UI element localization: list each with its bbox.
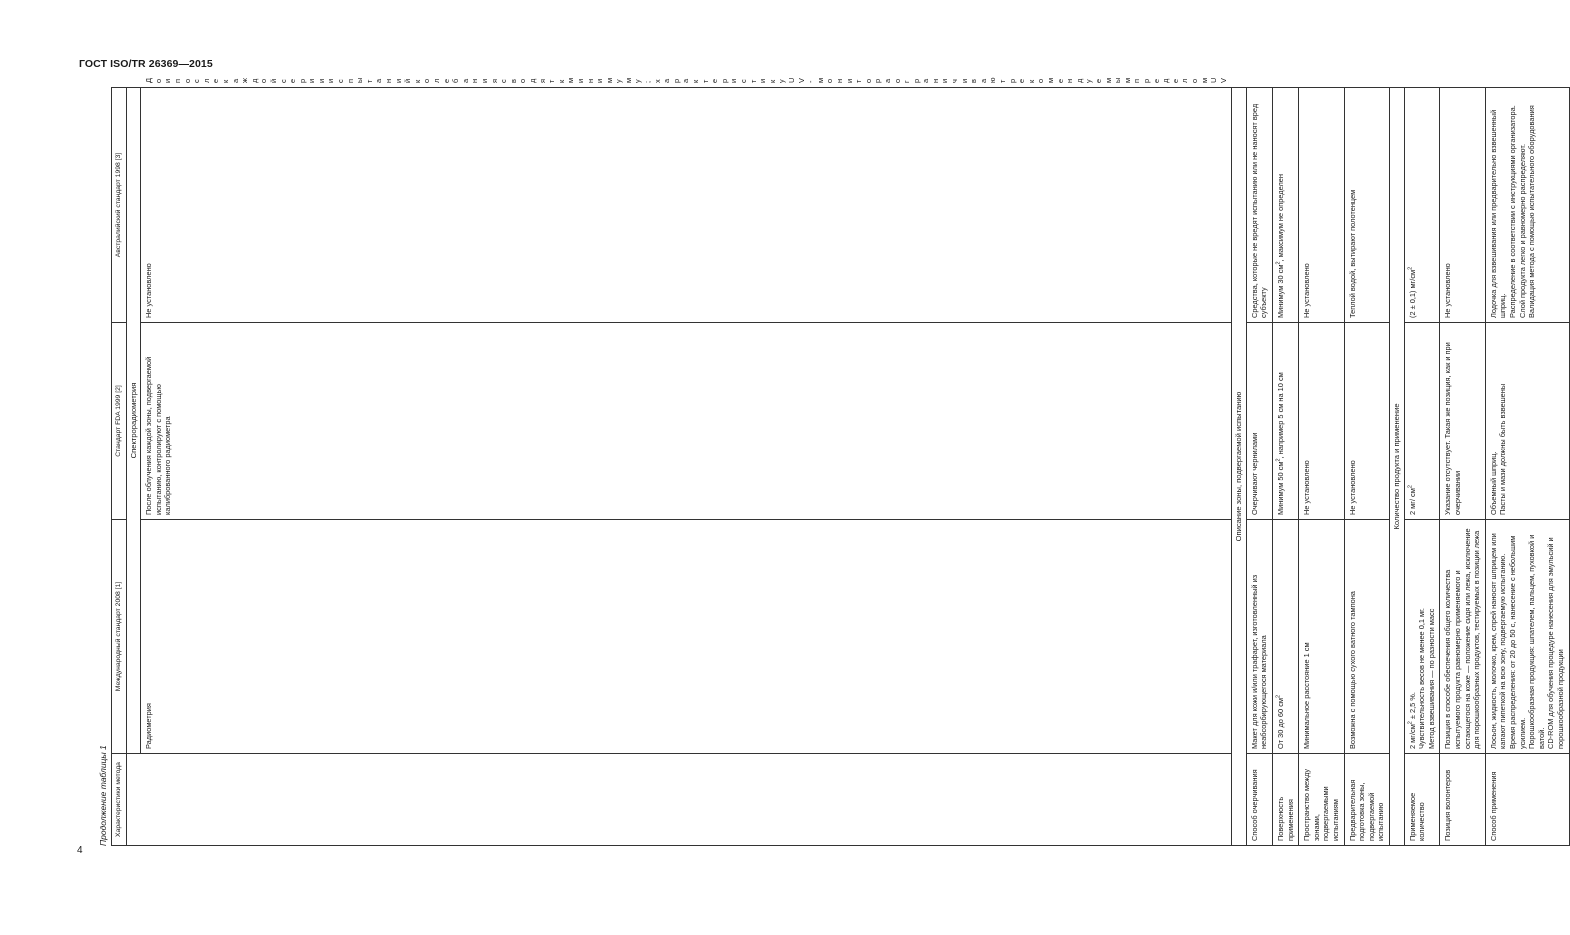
column-header: Стандарт FDA 1999 [2]	[112, 323, 127, 520]
table-cell: Указание отсутствует. Такая же позиция, как и при очерчивании	[1440, 323, 1485, 520]
cell-text: (2 ± 0,1) мг/см	[1407, 269, 1417, 318]
table-cell: Не установлено	[1440, 88, 1485, 323]
table-cell: Средства, которые не вредят испытанию или не наносят вред субъекту	[1246, 88, 1272, 323]
document-header-title: ГОСТ ISO/TR 26369—2015	[79, 58, 213, 70]
section-title: Количество продукта и применение	[1390, 88, 1405, 846]
column-header: Характеристики метода	[112, 754, 127, 846]
cell-line: Слой продукта легко и равномерно распределяют.	[1517, 143, 1527, 318]
table-cell	[1404, 323, 1440, 520]
section-row	[126, 88, 141, 846]
cell-text: Минимум 30 см	[1276, 264, 1286, 318]
table-caption: Продолжение таблицы 1	[98, 745, 108, 846]
cell-text: 2 мг/ см	[1407, 488, 1417, 515]
superscript: 2	[1275, 458, 1282, 462]
table-cell	[1273, 520, 1299, 754]
superscript: 2	[1275, 694, 1282, 698]
cell-line: Валидация метода с помощью испытательного оборудования	[1527, 105, 1537, 318]
cell-line: Чувствительность весов не менее 0,1 мг.	[1417, 608, 1427, 749]
table-cell: Макет для кожи и/или трафарет, изготовленный из неабсорбирующегося материала	[1246, 520, 1272, 754]
row-label: Радиометрия	[144, 703, 154, 749]
cell-text: ± 2,5 %.	[1407, 692, 1417, 722]
table-header-row	[112, 88, 127, 846]
section-row	[1390, 88, 1405, 846]
table-cell: Позиция в способе обеспечения общего количества испытуемого продукта равномерно применяемого и остающегося на коже — положение сидя или лежа, исключение для порошкообразных продуктов, тестируемых в позиции лежа	[1440, 520, 1485, 754]
table-row	[1273, 88, 1299, 846]
table-cell	[1485, 520, 1569, 754]
table-row	[1440, 88, 1485, 846]
table-cell	[126, 754, 1232, 846]
superscript: 2	[1407, 721, 1414, 725]
cell-line: Время распределения: от 20 до 50 с, нанесение с небольшим усилием.	[1507, 535, 1527, 749]
table-cell: Не установлено	[1299, 323, 1344, 520]
rotated-table-block	[95, 77, 1565, 846]
table-cell: Предварительная подготовка зоны, подвергаемой испытанию	[1344, 754, 1389, 846]
table-row	[1344, 88, 1389, 846]
column-header: Австралийский стандарт 1998 [3]	[112, 88, 127, 323]
table-cell: Не установлено	[1344, 323, 1389, 520]
table-row	[1246, 88, 1272, 846]
cell-line: Объемный шприц.	[1488, 451, 1498, 515]
cell-text: Минимум 50 см	[1276, 461, 1286, 515]
table-cell	[141, 520, 1232, 754]
cell-line: Лодочка для взвешивания или предварительно взвешенный шприц.	[1488, 109, 1508, 318]
section-row	[1232, 88, 1247, 846]
cell-line: Лосьон, жидкость, молочко, крем, спрей наносят шприцем или капают пипеткой на всю зону, подвергаемую испытанию.	[1488, 533, 1508, 749]
cell-line: CD-ROM для обучения процедуре нанесения для эмульсий и порошкообразной продукции	[1546, 537, 1565, 749]
table-cell: Способ очерчивания	[1246, 754, 1272, 846]
cell-text: От 30 до 60 см	[1276, 698, 1286, 749]
table-row	[1485, 88, 1569, 846]
table-cell: После облучения каждой зоны, подвергаемой испытанию, контролируют с помощью калиброванного радиометра	[141, 323, 1232, 520]
table-row: Радиометрия После облучения каждой зоны, подвергаемой испытанию, контролируют с помощью калиброванного радиометра Не установлено До и после каждой серии испытаний колебания сводят к минимуму; характеристику UV-монитора ограничивают рекомендуемым пределом UV	[141, 88, 1232, 846]
table-cell: Теплой водой, вытирают полотенцем	[1344, 88, 1389, 323]
table-cell	[1273, 323, 1299, 520]
cell-line: Метод взвешивания — по разности масс	[1426, 608, 1436, 749]
cell-line	[1408, 524, 1418, 749]
table-cell: Позиция волонтеров	[1440, 754, 1485, 846]
section-title: Описание зоны, подвергаемой испытанию	[1232, 88, 1247, 846]
table-cell: Очерчивают чернилами	[1246, 323, 1272, 520]
table-cell: Минимальное расстояние 1 см	[1299, 520, 1344, 754]
table-cell	[1404, 88, 1440, 323]
table-cell: Возможна с помощью сухого ватного тампона	[1344, 520, 1389, 754]
cell-text: , максимум не определен	[1276, 174, 1286, 262]
table-cell: Не установлено	[1299, 88, 1344, 323]
page-number: 4	[77, 845, 83, 856]
table-cell: Не установлено	[141, 88, 1232, 323]
cell-line: Порошкообразная продукция: шпателем, пальцем, пуховкой и ватой.	[1527, 534, 1546, 749]
cell-line: Распределение в соответствии с инструкциями организатора.	[1507, 105, 1517, 318]
table-cell: Применяемое количество	[1404, 754, 1440, 846]
section-title: Спектрорадиометрия	[126, 88, 141, 754]
superscript: 2	[1275, 261, 1282, 265]
table-cell: Поверхность применения	[1273, 754, 1299, 846]
table-row	[1404, 88, 1440, 846]
table-cell	[1485, 88, 1569, 323]
cell-line: Пасты и мази должны быть взвешены	[1498, 383, 1508, 515]
table-cell: Пространство между зонами, подвергаемыми испытаниям	[1299, 754, 1344, 846]
table-cell: Способ применения	[1485, 754, 1569, 846]
column-header: Международный стандарт 2008 [1]	[112, 520, 127, 754]
superscript: 2	[1407, 266, 1414, 270]
table-cell	[1404, 520, 1440, 754]
table-cell	[1485, 323, 1569, 520]
cell-text: , например 5 см на 10 см	[1276, 372, 1286, 459]
superscript: 2	[1407, 485, 1414, 489]
comparison-table	[111, 77, 1570, 846]
table-row	[1299, 88, 1344, 846]
table-cell	[1273, 88, 1299, 323]
cell-text: 2 мг/см	[1407, 724, 1417, 749]
